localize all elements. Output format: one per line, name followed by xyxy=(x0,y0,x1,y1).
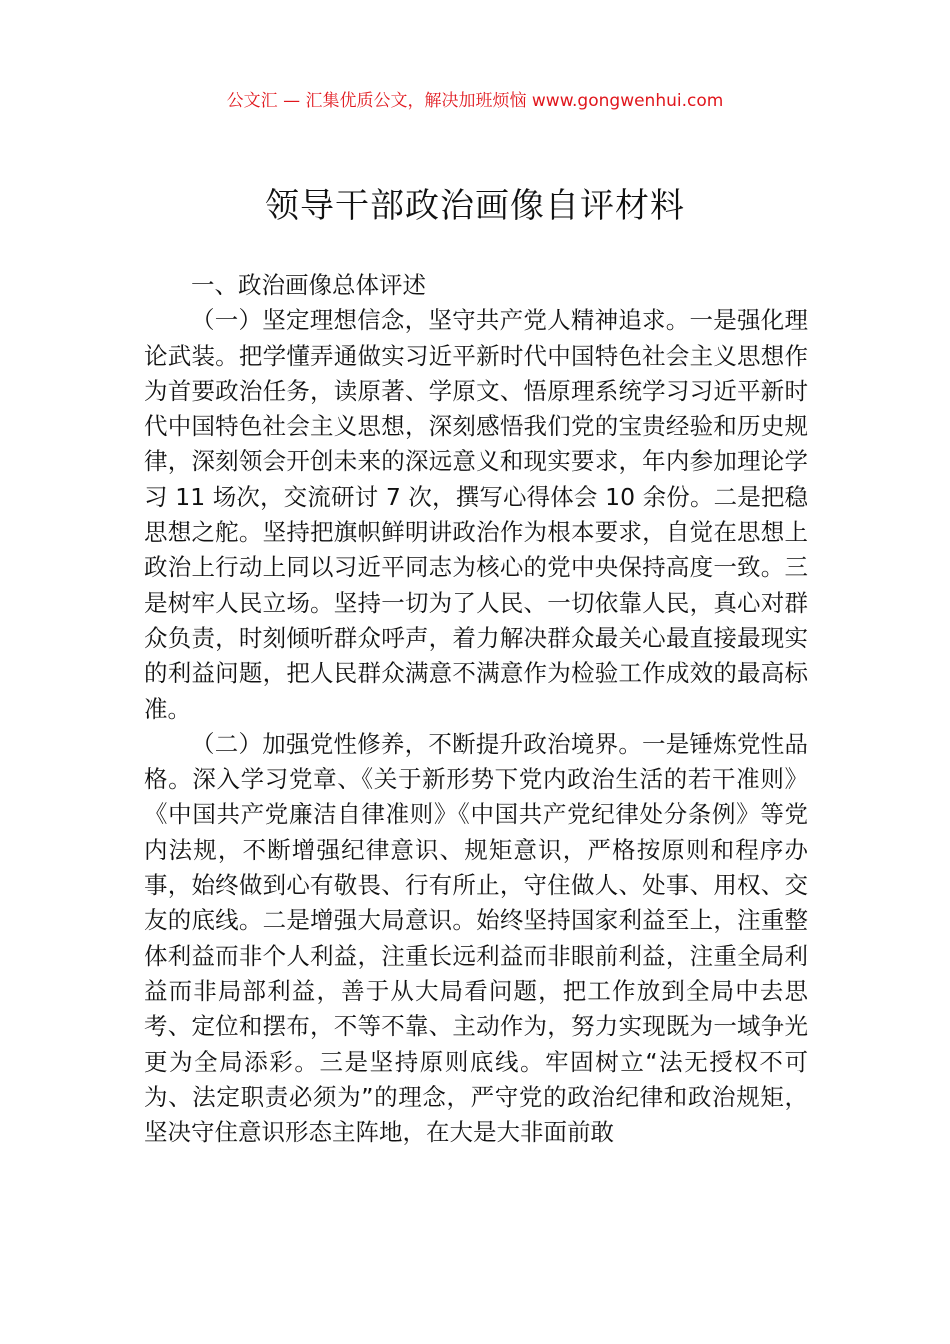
section-heading: 一、政治画像总体评述 xyxy=(191,271,426,299)
paragraph-2: （二）加强党性修养，不断提升政治境界。一是锤炼党性品格。深入学习党章、《关于新形势下党内政治生活的若干准则》《中国共产党廉洁自律准则》《中国共产党纪律处分条例》等党内法规，不断增强纪律意识、规矩意识，严格按原则和程序办事，始终做到心有敬畏、行有所止，守住做人、处事、用权、交友的底线。二是增强大局意识。始终坚持国家利益至上，注重整体利益而非个人利益，注重长远利益而非眼前利益，注重全局利益而非局部利益，善于从大局看问题，把工作放到全局中去思考、定位和摆布，不等不靠、主动作为，努力实现既为一域争光更为全局添彩。三是坚持原则底线。牢固树立“法无授权不可为、法定职责必须为”的理念，严守党的政治纪律和政治规矩，坚决守住意识形态主阵地，在大是大非面前敢 xyxy=(144,729,808,1147)
header-banner: 公文汇 — 汇集优质公文，解决加班烦恼 www.gongwenhui.com xyxy=(226,91,724,111)
document-title: 领导干部政治画像自评材料 xyxy=(265,186,685,226)
paragraph-1: （一）坚定理想信念，坚守共产党人精神追求。一是强化理论武装。把学懂弄通做实习近平新时代中国特色社会主义思想作为首要政治任务，读原著、学原文、悟原理系统学习习近平新时代中国特色社会主义思想，深刻感悟我们党的宝贵经验和历史规律，深刻领会开创未来的深远意义和现实要求，年内参加理论学习 11 场次，交流研讨 7 次，撰写心得体会 10 余份。二是把稳思想之舵。坚持把旗帜鲜明讲政治作为根本要求，自觉在思想上政治上行动上同以习近平同志为核心的党中央保持高度一致。三是树牢人民立场。坚持一切为了人民、一切依靠人民，真心对群众负责，时刻倾听群众呼声，着力解决群众最关心最直接最现实的利益问题，把人民群众满意不满意作为检验工作成效的最高标准。 xyxy=(144,306,808,723)
document-body xyxy=(144,268,808,1150)
